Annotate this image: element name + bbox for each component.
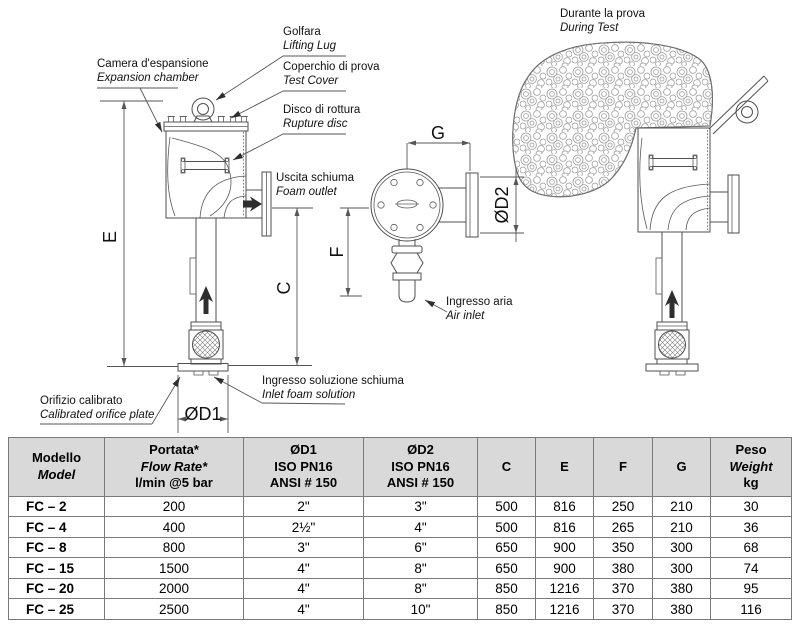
label-test-cover-it: Coperchio di prova bbox=[283, 61, 380, 73]
cell-model: FC – 8 bbox=[9, 537, 105, 558]
cell-flow: 2000 bbox=[105, 578, 244, 599]
cell-d1: 4" bbox=[244, 558, 364, 579]
cell-f: 370 bbox=[594, 599, 653, 620]
label-air-inlet-it: Ingresso aria bbox=[446, 296, 513, 308]
cell-weight: 36 bbox=[711, 517, 792, 538]
label-lifting-lug-en: Lifting Lug bbox=[283, 40, 337, 52]
table-row bbox=[9, 558, 792, 579]
strainer-test bbox=[646, 322, 698, 375]
cell-model: FC – 25 bbox=[9, 599, 105, 620]
cell-g: 300 bbox=[653, 558, 711, 579]
label-expansion-chamber-it: Camera d'espansione bbox=[97, 58, 209, 70]
foam-outlet-flange bbox=[243, 172, 271, 236]
cell-weight: 95 bbox=[711, 578, 792, 599]
label-rupture-disc-en: Rupture disc bbox=[283, 118, 348, 130]
air-inlet-valve bbox=[391, 239, 423, 302]
dim-label-E: E bbox=[100, 230, 120, 244]
cell-e: 1216 bbox=[536, 599, 594, 620]
cell-weight: 68 bbox=[711, 537, 792, 558]
col-header-weight: Peso Weight kg bbox=[711, 438, 792, 497]
cell-d2: 8" bbox=[364, 558, 478, 579]
cell-d2: 4" bbox=[364, 517, 478, 538]
label-inlet-foam-solution-en: Inlet foam solution bbox=[262, 389, 356, 401]
label-expansion-chamber-en: Expansion chamber bbox=[97, 72, 199, 84]
label-test-cover-en: Test Cover bbox=[283, 75, 339, 87]
open-test-cover bbox=[709, 76, 768, 134]
cell-flow: 1500 bbox=[105, 558, 244, 579]
flow-up-arrow bbox=[199, 286, 213, 314]
label-foam-outlet-it: Uscita schiuma bbox=[276, 172, 354, 184]
label-foam-outlet-en: Foam outlet bbox=[276, 186, 337, 198]
label-during-test-en: During Test bbox=[560, 22, 619, 34]
table-row bbox=[9, 578, 792, 599]
during-test-view bbox=[513, 42, 768, 375]
cell-d1: 3" bbox=[244, 537, 364, 558]
outlet-flange-front bbox=[438, 173, 478, 237]
table-row bbox=[9, 537, 792, 558]
cell-c: 650 bbox=[478, 537, 536, 558]
col-header-d2: ØD2 ISO PN16 ANSI # 150 bbox=[364, 438, 478, 497]
cell-flow: 2500 bbox=[105, 599, 244, 620]
col-header-d1: ØD1 ISO PN16 ANSI # 150 bbox=[244, 438, 364, 497]
cell-e: 900 bbox=[536, 537, 594, 558]
cell-f: 250 bbox=[594, 496, 653, 517]
label-rupture-disc-it: Disco di rottura bbox=[283, 104, 361, 116]
cell-d1: 4" bbox=[244, 578, 364, 599]
cell-d2: 3" bbox=[364, 496, 478, 517]
table-row bbox=[9, 599, 792, 620]
col-header-c: C bbox=[478, 438, 536, 497]
cell-weight: 74 bbox=[711, 558, 792, 579]
cell-g: 380 bbox=[653, 599, 711, 620]
header-row bbox=[9, 438, 792, 497]
spec-table-wrap bbox=[8, 437, 792, 620]
cell-model: FC – 2 bbox=[9, 496, 105, 517]
cell-flow: 200 bbox=[105, 496, 244, 517]
dim-label-C: C bbox=[274, 281, 294, 295]
cell-weight: 30 bbox=[711, 496, 792, 517]
riser-pipe-test bbox=[656, 232, 682, 322]
table-row bbox=[9, 517, 792, 538]
callout-during-test bbox=[560, 8, 646, 34]
cell-d2: 8" bbox=[364, 578, 478, 599]
callout-calibrated-orifice bbox=[40, 377, 180, 424]
cell-flow: 400 bbox=[105, 517, 244, 538]
cell-g: 210 bbox=[653, 496, 711, 517]
dim-label-D2: ØD2 bbox=[492, 186, 512, 224]
col-header-flow-rate: Portata* Flow Rate* l/min @5 bar bbox=[105, 438, 244, 497]
col-header-e: E bbox=[536, 438, 594, 497]
cell-weight: 116 bbox=[711, 599, 792, 620]
cell-g: 210 bbox=[653, 517, 711, 538]
callout-air-inlet bbox=[425, 296, 513, 322]
cell-f: 370 bbox=[594, 578, 653, 599]
cell-model: FC – 4 bbox=[9, 517, 105, 538]
cell-f: 380 bbox=[594, 558, 653, 579]
cell-g: 380 bbox=[653, 578, 711, 599]
cell-e: 816 bbox=[536, 517, 594, 538]
cell-model: FC – 15 bbox=[9, 558, 105, 579]
cell-d1: 2" bbox=[244, 496, 364, 517]
flange-bolt-circle bbox=[378, 179, 436, 230]
cell-d2: 10" bbox=[364, 599, 478, 620]
cell-f: 350 bbox=[594, 537, 653, 558]
label-calibrated-orifice-en: Calibrated orifice plate bbox=[40, 409, 155, 421]
strainer-orifice bbox=[178, 322, 228, 375]
chamber-body bbox=[166, 131, 246, 218]
label-inlet-foam-solution-it: Ingresso soluzione schiuma bbox=[262, 375, 404, 387]
cell-e: 900 bbox=[536, 558, 594, 579]
label-calibrated-orifice-it: Orifizio calibrato bbox=[40, 395, 123, 407]
callout-inlet-foam-solution bbox=[214, 375, 405, 404]
cell-c: 850 bbox=[478, 599, 536, 620]
front-view bbox=[371, 169, 478, 302]
callout-rupture-disc bbox=[233, 104, 361, 160]
riser-pipe bbox=[190, 218, 216, 322]
spec-table bbox=[8, 437, 792, 620]
col-header-model: Modello Model bbox=[9, 438, 105, 497]
lifting-lug bbox=[192, 98, 214, 122]
cell-c: 500 bbox=[478, 496, 536, 517]
dim-label-D1: ØD1 bbox=[184, 404, 222, 424]
top-flange bbox=[164, 117, 248, 132]
foam-cloud bbox=[513, 42, 713, 197]
col-header-g: G bbox=[653, 438, 711, 497]
cell-c: 500 bbox=[478, 517, 536, 538]
cell-d1: 4" bbox=[244, 599, 364, 620]
cell-g: 300 bbox=[653, 537, 711, 558]
flow-up-arrow-test bbox=[665, 290, 679, 318]
cell-model: FC – 20 bbox=[9, 578, 105, 599]
cell-e: 816 bbox=[536, 496, 594, 517]
foam-outlet-flange-test bbox=[710, 175, 739, 233]
cell-e: 1216 bbox=[536, 578, 594, 599]
dim-label-F: F bbox=[327, 246, 347, 258]
cell-d2: 6" bbox=[364, 537, 478, 558]
cell-c: 650 bbox=[478, 558, 536, 579]
rupture-disc-assembly-test bbox=[649, 155, 697, 170]
col-header-f: F bbox=[594, 438, 653, 497]
side-view bbox=[164, 98, 271, 375]
table-row bbox=[9, 496, 792, 517]
callout-expansion-chamber bbox=[97, 58, 209, 132]
cell-flow: 800 bbox=[105, 537, 244, 558]
callout-foam-outlet bbox=[276, 172, 355, 198]
label-lifting-lug-it: Golfara bbox=[283, 26, 321, 38]
label-air-inlet-en: Air inlet bbox=[446, 310, 485, 322]
cell-f: 265 bbox=[594, 517, 653, 538]
dim-label-G: G bbox=[430, 123, 446, 143]
rupture-disc-assembly bbox=[181, 158, 229, 173]
label-during-test-it: Durante la prova bbox=[560, 8, 646, 20]
cell-c: 850 bbox=[478, 578, 536, 599]
cell-d1: 2½" bbox=[244, 517, 364, 538]
